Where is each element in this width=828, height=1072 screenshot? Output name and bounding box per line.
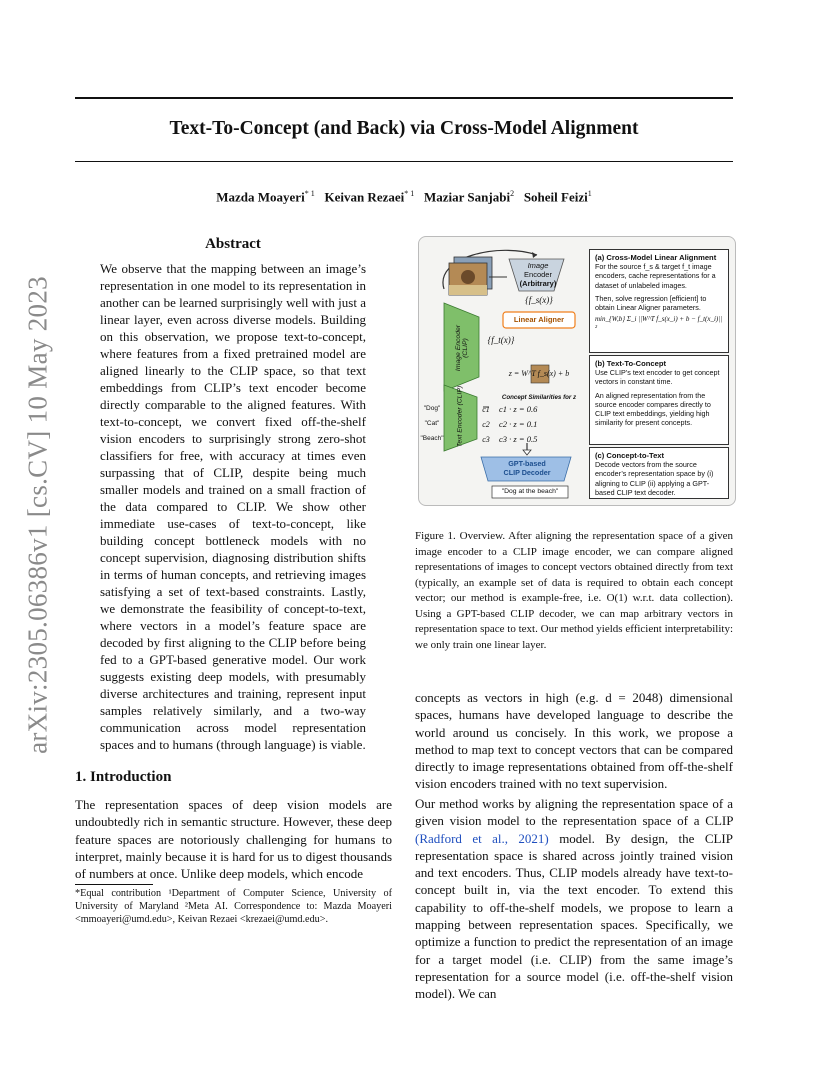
- panel-c: [589, 447, 729, 499]
- author-name: Mazda Moayeri: [216, 189, 305, 205]
- prompt-beach: "Beach": [420, 435, 444, 442]
- decoder-label: [491, 459, 563, 477]
- concept-c3: c3: [482, 435, 490, 444]
- similarities-title: Concept Similarities for z: [501, 394, 577, 401]
- panel-b-title: (b) Text-To-Concept: [595, 359, 667, 368]
- panel-a-text: For the source f_s & target f_t image encoders, cache representations for a dataset of unlabeled images.: [595, 262, 716, 290]
- arxiv-stamp-text: arXiv:2305.06386v1 [cs.CV] 10 May 2023: [22, 276, 53, 754]
- panel-a-title: (a) Cross-Model Linear Alignment: [595, 253, 717, 262]
- arbitrary-encoder: [519, 261, 557, 288]
- decoder-label-line: CLIP Decoder: [503, 468, 551, 477]
- author-list: [75, 189, 733, 205]
- linear-aligner-label: Linear Aligner: [513, 315, 565, 324]
- concept-c1: c1: [482, 405, 490, 414]
- panel-c-text: Decode vectors from the source encoder’s representation space by (i) aligning to CLIP (ii) applying a GPT-based CLIP text decoder.: [595, 460, 714, 497]
- author-affil: * 1: [404, 189, 415, 198]
- section-heading: 1. Introduction: [75, 769, 172, 785]
- figure-caption: [415, 529, 733, 653]
- similarity-c3: c3 · z = 0.5: [499, 434, 538, 444]
- footnote-rule: [75, 884, 153, 885]
- similarity-c2: c2 · z = 0.1: [499, 419, 538, 429]
- right-column-paragraph: concepts as vectors in high (e.g. d = 2048) dimensional spaces, humans have developed language to describe the world around us concisely. In this work, we propose a method to map text to concept vectors that can be compared directly to image representations obtained from off-the-shelf vision encoders trained with no text supervision.: [415, 690, 733, 792]
- panel-a-text2: Then, solve regression [efficient] to obtain Linear Aligner parameters.: [595, 293, 707, 313]
- panel-a: [589, 249, 729, 353]
- similarity-c1: c1 · z = 0.6: [499, 404, 538, 414]
- author-name: Keivan Rezaei: [324, 189, 405, 205]
- encoder-label-line: Image: [527, 261, 549, 270]
- panel-b: [589, 355, 729, 445]
- panel-a-formula: min_{W,b} Σ_i ||W^T f_s(x_i) + b − f_t(x_i)||²: [595, 315, 723, 333]
- ft-label: {f_t(x)}: [487, 335, 515, 345]
- footnote: *Equal contribution ¹Department of Computer Science, University of University of Maryland ²Meta AI. Correspondence to: Mazda Moayeri <mmoayeri@umd.edu>, Keivan Rezaei <krezaei@umd.edu>.: [75, 888, 392, 925]
- title-rule-top: [75, 97, 733, 99]
- panel-b-text: Use CLIP’s text encoder to get concept vectors in constant time.: [595, 368, 720, 387]
- abstract-body: We observe that the mapping between an image’s representation in one model to its representation in another can be learned surprisingly well with just a linear layer, even across diverse models. Building on this observation, we propose text-to-concept, where features from a fixed pretrained model are aligned linearly to the CLIP space, so that text embeddings from CLIP’s text encoder become directly comparable to the aligned features. With text-to-concept, we convert fixed off-the-shelf vision encoders to surprisingly strong zero-shot classifiers for free, with accuracy at times even surpassing that of CLIP, despite being much smaller models and trained on a small fraction of the data compared to CLIP. We show other immediate use-cases of text-to-concept, like building concept bottleneck models with no concept supervision, diagnosing distribution shifts in terms of human concepts, and retrieving images satisfying a set of text-based constraints. Lastly, we demonstrate the feasibility of concept-to-text, where vectors in a model’s feature space are decoded by first aligning to the CLIP before being fed to a GPT-based generative model. Our work suggests existing deep models, with presumably diverse architectures and training, represent input samples relatively similarly, and a two-way communication across model representation spaces and to humans (through language) is viable.: [100, 261, 366, 752]
- decoded-text: "Dog at the beach": [501, 488, 559, 495]
- author-affil: 1: [587, 189, 592, 198]
- citation-link[interactable]: (Radford et al., 2021): [415, 830, 549, 846]
- prompt-cat: "Cat": [424, 420, 440, 427]
- overview-figure: [418, 236, 736, 506]
- caption-label: Figure 1.: [415, 530, 456, 542]
- abstract-heading: Abstract: [205, 236, 261, 252]
- z-formula: z = W^T f_s(x) + b: [508, 369, 570, 378]
- encoder-label-line: (Arbitrary): [519, 279, 557, 288]
- decoder-label-line: GPT-based: [508, 459, 546, 468]
- paragraph-text: Our method works by aligning the representation space of a given vision model to the representation space of a CLIP: [415, 796, 733, 829]
- author-affil: 2: [510, 189, 515, 198]
- caption-text: Overview. After aligning the representation space of a given image encoder to a CLIP image encoder, we can compare aligned representations of images to concept vectors obtained directly from text (typically, an example set of data is required to obtain each concept vector; our method is example-free, i.e. O(1) w.r.t. data collection). Using a GPT-based CLIP decoder, we can map arbitrary vectors in representation space to text. Our method yields efficient interpretability: we only train one linear layer.: [415, 530, 734, 651]
- prompt-dog: "Dog": [423, 405, 441, 412]
- encoder-label-line: Encoder: [524, 270, 552, 279]
- panel-c-title: (c) Concept-to-Text: [595, 451, 665, 460]
- intro-paragraph: The representation spaces of deep vision models are undoubtedly rich in semantic structure. However, these deep feature spaces are notoriously challenging for humans to interpret, mainly because it is hard for us to digest thousands of numbers at once. Unlike deep models, which encode: [75, 797, 392, 882]
- clip-image-encoder-label: Image Encoder (CLIP): [455, 324, 469, 372]
- author-name: Soheil Feizi: [523, 189, 588, 205]
- right-column-paragraph: [415, 795, 733, 1003]
- title-rule-bottom: [75, 161, 733, 162]
- arxiv-stamp: [8, 270, 68, 760]
- author-name: Maziar Sanjabi: [424, 189, 511, 205]
- concept-c2: c2: [482, 420, 490, 429]
- fs-label: {f_s(x)}: [525, 295, 553, 305]
- panel-b-text2: An aligned representation from the source encoder compares directly to CLIP text embeddings, yielding high similarity for present concepts.: [595, 390, 711, 428]
- paper-title: Text-To-Concept (and Back) via Cross-Model Alignment: [169, 118, 639, 139]
- clip-text-encoder-label: Text Encoder (CLIP): [456, 385, 464, 448]
- author-affil: * 1: [304, 189, 315, 198]
- paragraph-text: model. By design, the CLIP representation space is shared across jointly trained vision and text encoders. Thus, CLIP models already have text-to-concept built in, via the text encoder. To extend this capability to off-the-shelf models, we propose to learn a mapping between representation spaces. Specifically, we optimize a function to predict the representation of an image for a target model (i.e. CLIP) from the same image’s representation for a source model (i.e. off-the-shelf vision model). We can: [415, 830, 733, 1002]
